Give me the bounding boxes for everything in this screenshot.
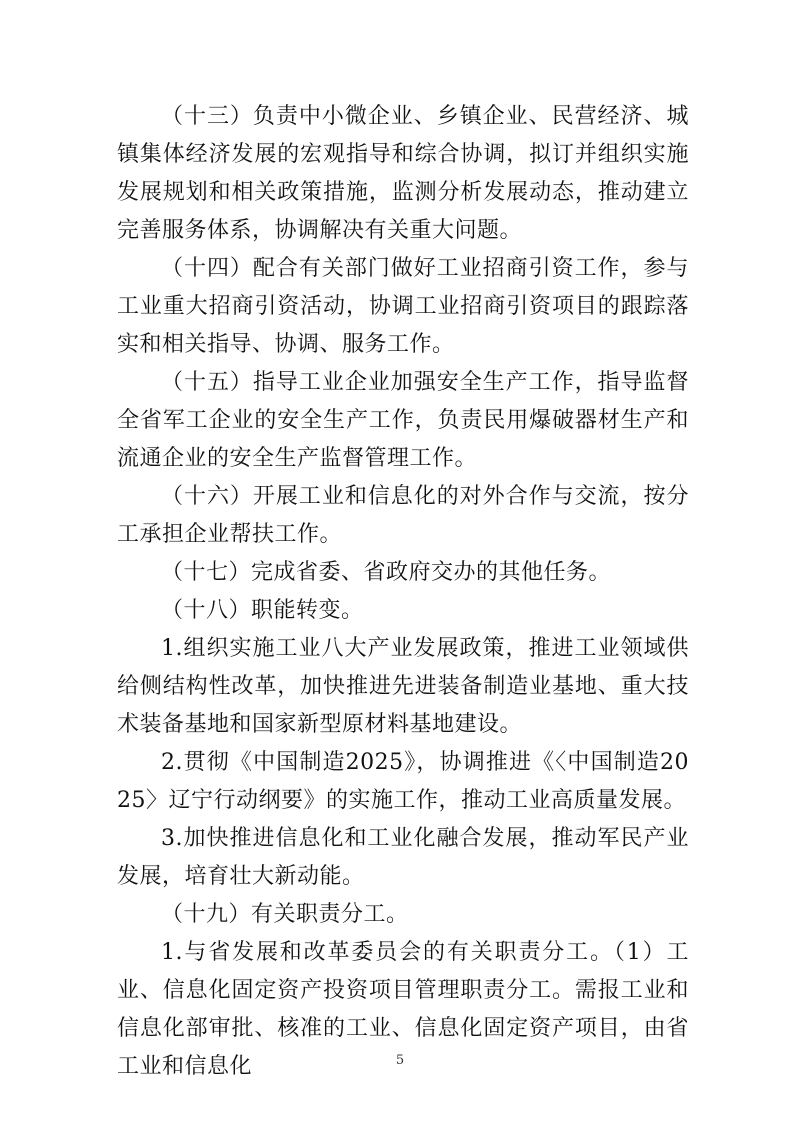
paragraph-18-item-3: 3.加快推进信息化和工业化融合发展，推动军民产业发展，培育壮大新动能。 [117, 826, 689, 889]
paragraph-15: （十五）指导工业企业加强安全生产工作，指导监督全省军工企业的安全生产工作，负责民用爆破器材生产和流通企业的安全生产监督管理工作。 [117, 370, 689, 471]
paragraph-18-heading: （十八）职能转变。 [161, 598, 364, 623]
paragraph-14: （十四）配合有关部门做好工业招商引资工作，参与工业重大招商引资活动，协调工业招商引资项目的跟踪落实和相关指导、协调、服务工作。 [117, 256, 689, 357]
paragraph-13: （十三）负责中小微企业、乡镇企业、民营经济、城镇集体经济发展的宏观指导和综合协调，拟订并组织实施发展规划和相关政策措施，监测分析发展动态，推动建立完善服务体系，协调解决有关重大问题。 [117, 104, 689, 243]
document-body [117, 98, 689, 1086]
paragraph-16: （十六）开展工业和信息化的对外合作与交流，按分工承担企业帮扶工作。 [117, 484, 689, 547]
paragraph-19-item-1: 1.与省发展和改革委员会的有关职责分工。（1）工业、信息化固定资产投资项目管理职责分工。需报工业和信息化部审批、核准的工业、信息化固定资产项目，由省工业和信息化 [117, 940, 689, 1079]
paragraph-18-item-1: 1.组织实施工业八大产业发展政策，推进工业领域供给侧结构性改革，加快推进先进装备制造业基地、重大技术装备基地和国家新型原材料基地建设。 [117, 636, 689, 737]
paragraph-17: （十七）完成省委、省政府交办的其他任务。 [161, 560, 612, 585]
page-number: 5 [395, 1053, 405, 1068]
paragraph-18-item-2: 2.贯彻《中国制造2025》，协调推进《〈中国制造2025〉辽宁行动纲要》的实施工作，推动工业高质量发展。 [117, 750, 689, 813]
paragraph-19-heading: （十九）有关职责分工。 [161, 902, 409, 927]
